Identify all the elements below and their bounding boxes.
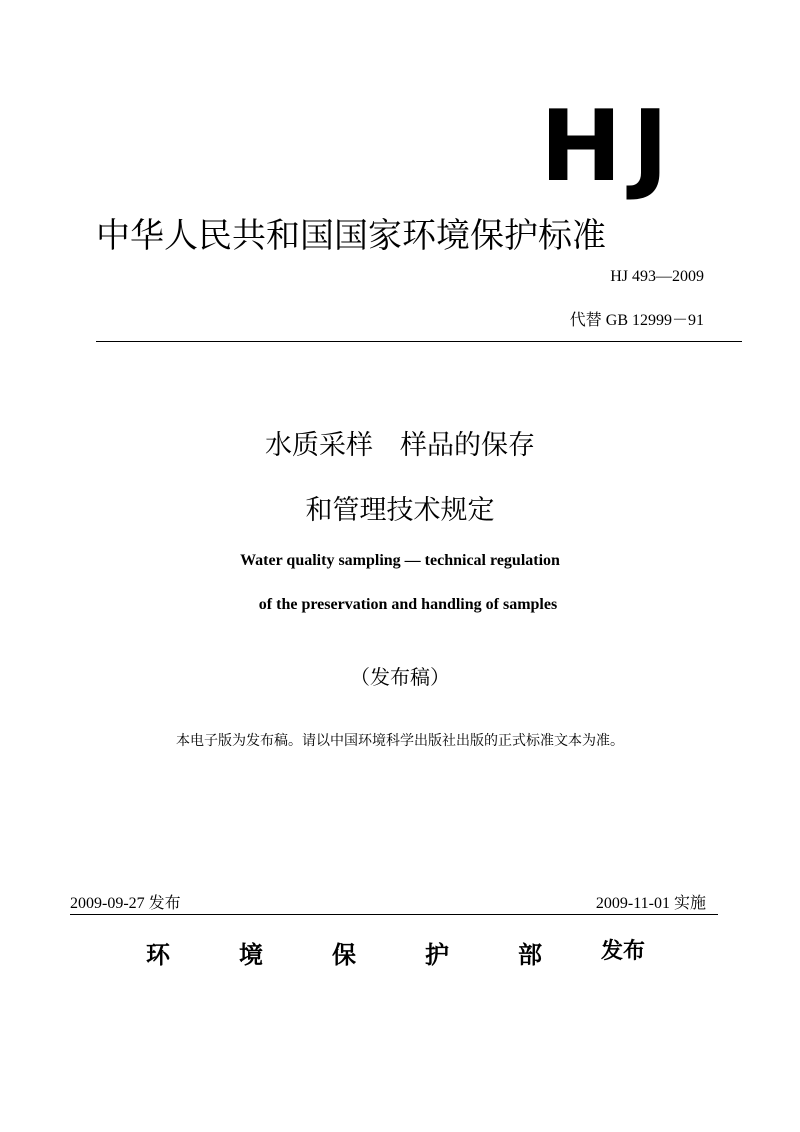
replaces-standard: 代替 GB 12999－91 <box>569 312 704 329</box>
issuer-char: 保 <box>332 940 356 969</box>
issuer-char: 部 <box>518 940 542 969</box>
chinese-title-line-2: 和管理技术规定 <box>305 495 495 526</box>
header-divider <box>96 341 742 342</box>
electronic-version-notice: 本电子版为发布稿。请以中国环境科学出版社出版的正式标准文本为准。 <box>176 733 624 749</box>
hj-logo: HJ <box>540 90 679 204</box>
footer-divider <box>70 914 718 915</box>
issuer-char: 境 <box>239 940 263 969</box>
chinese-title-line-1: 水质采样 样品的保存 <box>265 430 535 461</box>
issuer-char: 环 <box>146 940 170 969</box>
issuer-char: 护 <box>425 940 449 969</box>
draft-label: （发布稿） <box>350 665 450 689</box>
english-title-line-1: Water quality sampling — technical regulation <box>240 552 560 569</box>
standard-number: HJ 493—2009 <box>610 268 704 285</box>
english-title-line-2: of the preservation and handling of samples <box>258 596 558 613</box>
issue-word: 发布 <box>601 938 646 964</box>
effective-date: 2009-11-01 实施 <box>595 895 706 912</box>
national-standard-title: 中华人民共和国国家环境保护标准 <box>96 216 606 256</box>
issue-date: 2009-09-27 发布 <box>70 895 181 912</box>
